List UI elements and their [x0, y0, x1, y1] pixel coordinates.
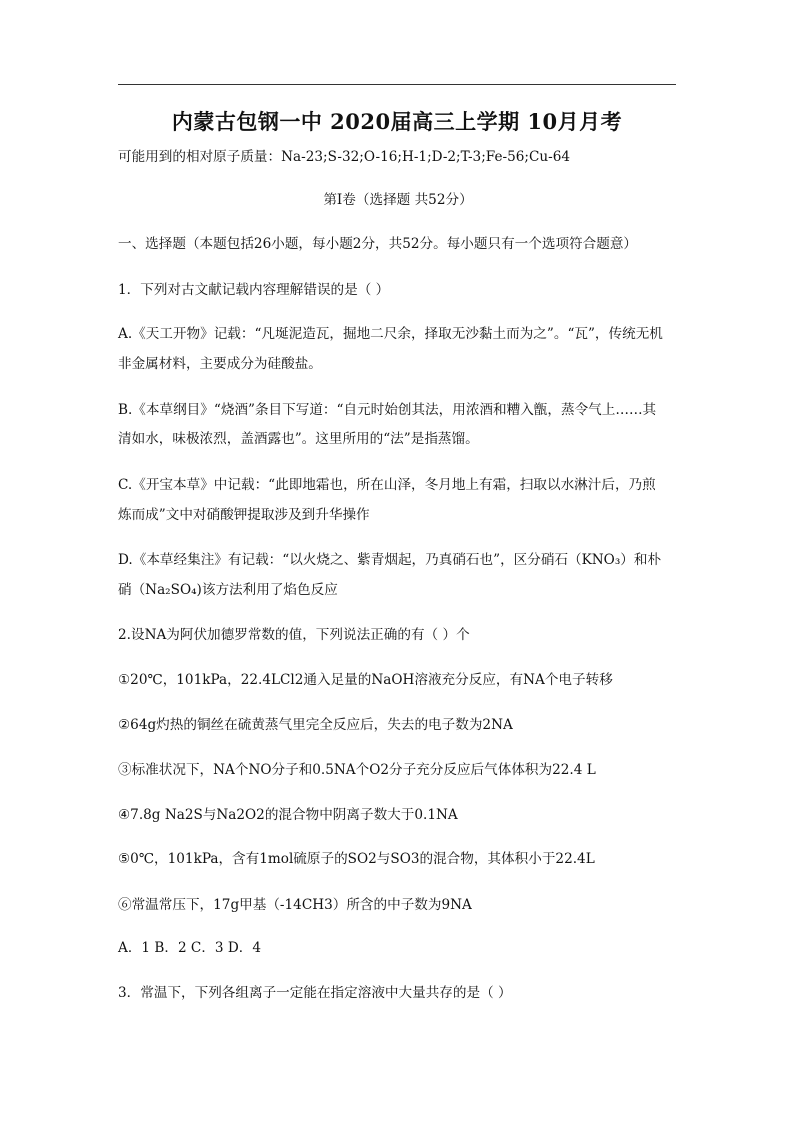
q2-statement-2: ②64g灼热的铜丝在硫黄蒸气里完全反应后，失去的电子数为2NA: [118, 717, 513, 733]
q1-option-c-line2: 炼而成”文中对硝酸钾提取涉及到升华操作: [118, 507, 370, 523]
part-heading: 一、选择题（本题包括26小题，每小题2分，共52分。每小题只有一个选项符合题意）: [118, 236, 638, 252]
q1-option-a-line1: A.《天工开物》记载：“凡埏泥造瓦，掘地二尺余，择取无沙黏土而为之”。“瓦”，传统无机: [118, 326, 663, 342]
header-rule: [118, 84, 676, 85]
q2-statement-1: ①20℃，101kPa，22.4LCl2通入足量的NaOH溶液充分反应，有NA个电子转移: [118, 672, 613, 688]
question-3-stem: 3．常温下，下列各组离子一定能在指定溶液中大量共存的是（ ）: [118, 985, 512, 1001]
page-title: 内蒙古包钢一中 2020届高三上学期 10月月考: [171, 109, 623, 134]
q1-option-b-line2: 清如水，味极浓烈，盖酒露也”。这里所用的“法”是指蒸馏。: [118, 431, 479, 447]
question-1-stem: 1．下列对古文献记载内容理解错误的是（ ）: [118, 282, 390, 298]
q2-statement-3: ③标准状况下，NA个NO分子和0.5NA个O2分子充分反应后气体体积为22.4 L: [118, 762, 596, 778]
q1-option-c-line1: C.《开宝本草》中记载：“此即地霜也，所在山泽，冬月地上有霜，扫取以水淋汁后，乃煎: [118, 477, 656, 493]
q1-option-a-line2: 非金属材料，主要成分为硅酸盐。: [118, 356, 322, 372]
q2-answer-choices: A．1 B．2 C．3 D．4: [118, 940, 262, 956]
q1-option-b-line1: B.《本草纲目》“烧酒”条目下写道：“自元时始创其法，用浓酒和糟入甑，蒸令气上……其: [118, 402, 657, 418]
section-heading: 第Ⅰ卷（选择题 共52分）: [323, 192, 473, 208]
q2-statement-4: ④7.8g Na2S与Na2O2的混合物中阴离子数大于0.1NA: [118, 807, 458, 823]
atomic-mass-note: 可能用到的相对原子质量：Na-23;S-32;O-16;H-1;D-2;T-3;Fe-56;Cu-64: [118, 149, 571, 165]
q1-option-d-line1: D.《本草经集注》有记载：“以火烧之、紫青烟起，乃真硝石也”，区分硝石（KNO₃）和朴: [118, 552, 662, 568]
q2-statement-5: ⑤0℃，101kPa，含有1mol硫原子的SO2与SO3的混合物，其体积小于22.4L: [118, 851, 595, 867]
q1-option-d-line2: 硝（Na₂SO₄)该方法利用了焰色反应: [118, 582, 338, 598]
q2-statement-6: ⑥常温常压下，17g甲基（-14CH3）所含的中子数为9NA: [118, 897, 472, 913]
question-2-stem: 2.设NA为阿伏加德罗常数的值，下列说法正确的有（ ）个: [118, 627, 470, 643]
